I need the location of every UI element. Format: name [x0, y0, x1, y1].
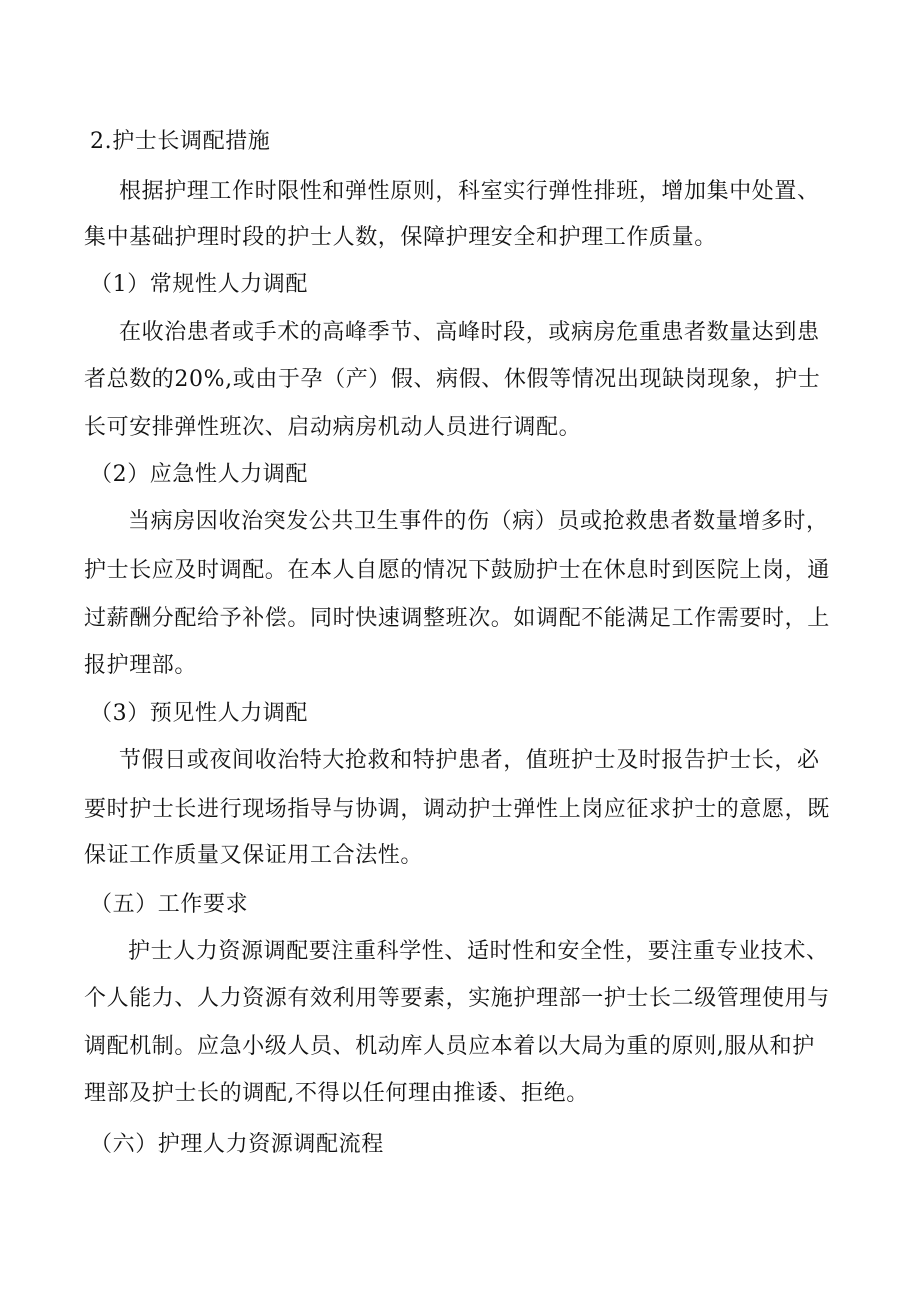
paragraph-line: 要时护士长进行现场指导与协调，调动护士弹性上岗应征求护士的意愿，既	[84, 797, 830, 822]
paragraph-line: 长可安排弹性班次、启动病房机动人员进行调配。	[84, 415, 582, 440]
paragraph-line: 集中基础护理时段的护士人数，保障护理安全和护理工作质量。	[84, 225, 717, 250]
paragraph-line: 当病房因收治突发公共卫生事件的伤（病）员或抢救患者数量增多时，	[128, 509, 829, 534]
paragraph-line: 过薪酬分配给予补偿。同时快速调整班次。如调配不能满足工作需要时，上	[84, 606, 830, 631]
paragraph-line: 护士人力资源调配要注重科学性、适时性和安全性，要注重专业技术、	[128, 939, 829, 964]
subheading-routine: （1）常规性人力调配	[90, 272, 308, 297]
paragraph-line: 报护理部。	[84, 653, 198, 678]
section-heading-process: （六）护理人力资源调配流程	[90, 1132, 384, 1157]
subheading-predictive: （3）预见性人力调配	[90, 701, 308, 726]
paragraph-line: 护士长应及时调配。在本人自愿的情况下鼓励护士在休息时到医院上岗，通	[84, 558, 830, 583]
paragraph-line: 者总数的20%,或由于孕（产）假、病假、休假等情况出现缺岗现象，护士	[84, 367, 821, 392]
paragraph-line: 个人能力、人力资源有效利用等要素，实施护理部一护士长二级管理使用与	[84, 986, 830, 1011]
paragraph-line: 保证工作质量又保证用工合法性。	[84, 843, 424, 868]
paragraph-line: 理部及护士长的调配,不得以任何理由推诿、拒绝。	[84, 1081, 589, 1106]
subheading-emergency: （2）应急性人力调配	[90, 462, 308, 487]
section-heading-requirements: （五）工作要求	[90, 892, 249, 917]
section-heading-measures: 2.护士长调配措施	[90, 129, 271, 154]
paragraph-line: 节假日或夜间收治特大抢救和特护患者，值班护士及时报告护士长，必	[119, 748, 820, 773]
paragraph-line: 在收治患者或手术的高峰季节、高峰时段，或病房危重患者数量达到患	[119, 320, 820, 345]
paragraph-line: 调配机制。应急小级人员、机动库人员应本着以大局为重的原则,服从和护	[84, 1034, 815, 1059]
paragraph-line: 根据护理工作时限性和弹性原则，科室实行弹性排班，增加集中处置、	[119, 179, 820, 204]
